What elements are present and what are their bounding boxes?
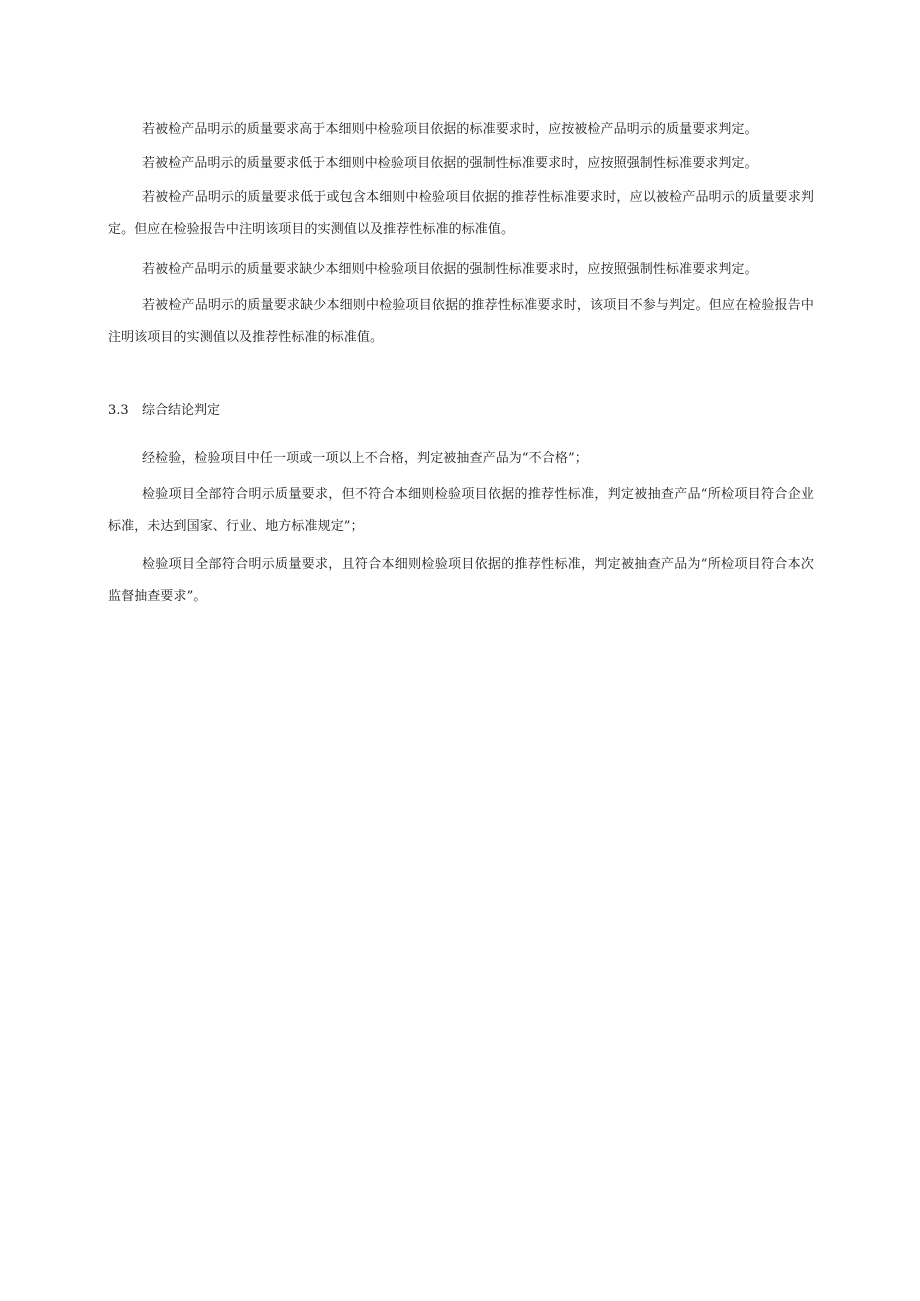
section-number: 3.3 (108, 403, 129, 418)
paragraph-higher-than-standard: 若被检产品明示的质量要求高于本细则中检验项目依据的标准要求时，应按被检产品明示的质量要求判定。 (142, 122, 758, 137)
paragraph-unqualified: 经检验，检验项目中任一项或一项以上不合格，判定被抽查产品为“不合格”； (142, 451, 588, 466)
paragraph-lower-than-mandatory: 若被检产品明示的质量要求低于本细则中检验项目依据的强制性标准要求时，应按照强制性标准要求判定。 (142, 156, 758, 171)
paragraph-lower-than-recommended: 若被检产品明示的质量要求低于或包含本细则中检验项目依据的推荐性标准要求时，应以被检产品明示的质量要求判定。但应在检验报告中注明该项目的实测值以及推荐性标准的标准值。 (108, 190, 814, 237)
section-title: 综合结论判定 (142, 403, 221, 418)
paragraph-missing-recommended: 若被检产品明示的质量要求缺少本细则中检验项目依据的推荐性标准要求时，该项目不参与判定。但应在检验报告中注明该项目的实测值以及推荐性标准的标准值。 (108, 298, 814, 345)
paragraph-meets-supervision: 检验项目全部符合明示质量要求，且符合本细则检验项目依据的推荐性标准，判定被抽查产品为“所检项目符合本次监督抽查要求”。 (108, 557, 814, 604)
paragraph-enterprise-standard: 检验项目全部符合明示质量要求，但不符合本细则检验项目依据的推荐性标准，判定被抽查产品“所检项目符合企业标准，未达到国家、行业、地方标准规定”； (108, 487, 814, 534)
section-heading-3-3 (108, 401, 220, 421)
paragraph-missing-mandatory: 若被检产品明示的质量要求缺少本细则中检验项目依据的强制性标准要求时，应按照强制性标准要求判定。 (142, 262, 758, 277)
